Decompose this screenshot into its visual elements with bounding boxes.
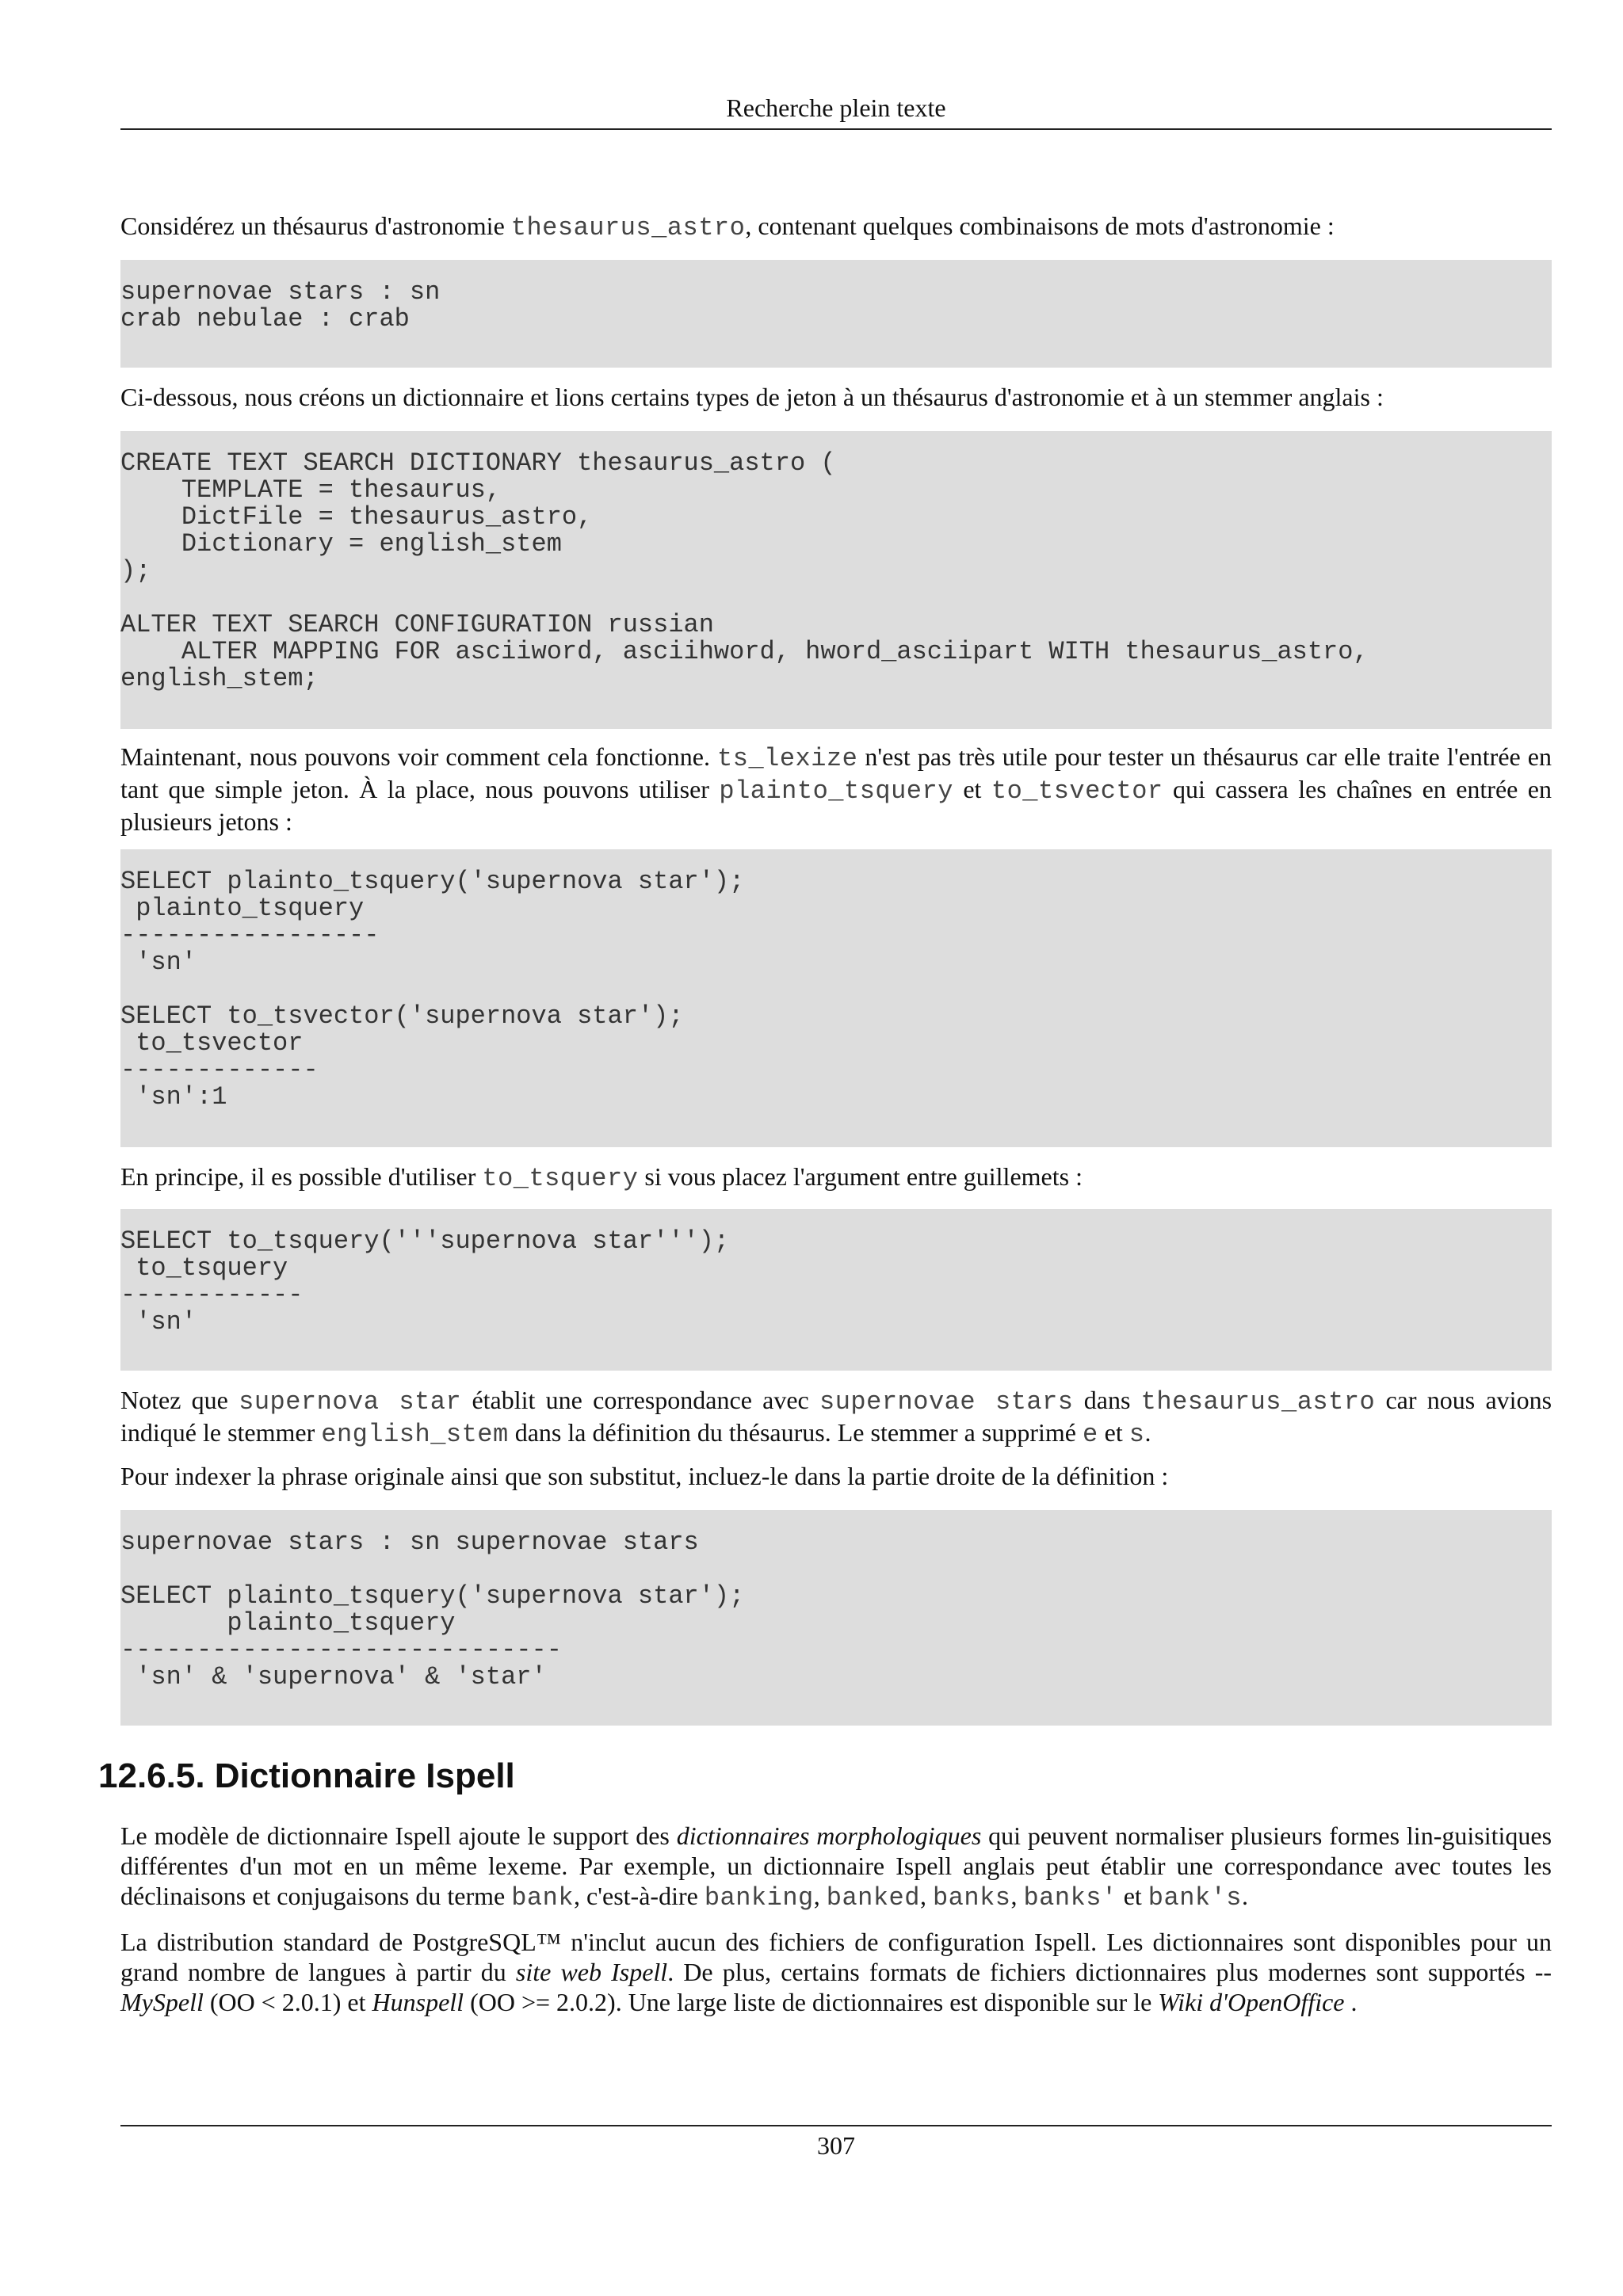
header-rule bbox=[120, 128, 1552, 130]
code-line: ALTER TEXT SEARCH CONFIGURATION russian bbox=[120, 610, 714, 639]
text-span: établit une correspondance avec bbox=[461, 1386, 820, 1414]
code-line: to_tsquery bbox=[120, 1253, 288, 1283]
paragraph-index-original: Pour indexer la phrase originale ainsi que son substitut, incluez-le dans la partie droite de la définition : bbox=[120, 1462, 1169, 1490]
text-span: (OO >= 2.0.2). Une large liste de dictionnaires est disponible sur le bbox=[464, 1988, 1159, 2016]
text-span: , bbox=[813, 1882, 827, 1910]
code-line: ); bbox=[120, 556, 151, 585]
text-span: qui cassera les chaînes en entrée en plusieurs jetons : bbox=[120, 775, 1552, 836]
code-line: DictFile = thesaurus_astro, bbox=[120, 502, 593, 532]
text-span: La distribution standard de PostgreSQL™ n'inclut aucun des fichiers de configuration Ispell. Les dictionnaires sont disponibles pour un grand nombre de langues à partir du bbox=[120, 1928, 1552, 1986]
paragraph-note-stemmer bbox=[120, 1385, 1552, 1450]
paragraph-how-it-works bbox=[120, 742, 1552, 837]
code-block-create-dictionary bbox=[120, 431, 1552, 729]
section-heading: 12.6.5. Dictionnaire Ispell bbox=[98, 1756, 515, 1795]
paragraph-ispell-intro bbox=[120, 1821, 1552, 1913]
inline-code: thesaurus_astro bbox=[510, 213, 746, 242]
inline-code: e bbox=[1082, 1420, 1098, 1449]
code-block-thesaurus-file bbox=[120, 260, 1552, 368]
text-span: En principe, il es possible d'utiliser bbox=[120, 1162, 483, 1191]
code-line: ----------------------------- bbox=[120, 1635, 562, 1665]
code-block-to-tsquery bbox=[120, 1209, 1552, 1371]
paragraph-ispell-distribution bbox=[120, 1927, 1552, 2017]
code-content bbox=[120, 868, 1552, 1111]
inline-code: supernova star bbox=[239, 1387, 462, 1417]
inline-code: bank bbox=[511, 1883, 575, 1913]
text-span: dans la définition du thésaurus. Le stemmer a supprimé bbox=[508, 1418, 1083, 1447]
code-line: ----------------- bbox=[120, 921, 380, 950]
code-line: supernovae stars : sn bbox=[120, 277, 441, 307]
code-line: ALTER MAPPING FOR asciiword, asciihword, hword_asciipart WITH thesaurus_astro, bbox=[120, 637, 1369, 666]
emphasis: Hunspell bbox=[372, 1988, 464, 2016]
code-line: CREATE TEXT SEARCH DICTIONARY thesaurus_astro ( bbox=[120, 448, 836, 478]
code-line: to_tsvector bbox=[120, 1028, 304, 1058]
text-span: Maintenant, nous pouvons voir comment cela fonctionne. bbox=[120, 742, 718, 771]
inline-code: english_stem bbox=[321, 1420, 509, 1449]
text-span: dans bbox=[1073, 1386, 1141, 1414]
code-line: TEMPLATE = thesaurus, bbox=[120, 475, 502, 505]
inline-code: supernovae stars bbox=[819, 1387, 1074, 1417]
code-line: supernovae stars : sn supernovae stars bbox=[120, 1527, 699, 1557]
code-block-plainto-examples bbox=[120, 849, 1552, 1147]
text-span: Le modèle de dictionnaire Ispell ajoute le support des bbox=[120, 1821, 677, 1850]
inline-code: to_tsquery bbox=[482, 1164, 639, 1193]
text-span: car nous avions indiqué le stemmer bbox=[120, 1386, 1552, 1447]
page-number: 307 bbox=[817, 2131, 855, 2160]
inline-code: to_tsvector bbox=[991, 776, 1163, 806]
text-span: et bbox=[1098, 1418, 1129, 1447]
code-line: ------------ bbox=[120, 1280, 304, 1310]
text-span: . bbox=[1242, 1882, 1248, 1910]
inline-code: ts_lexize bbox=[717, 744, 858, 773]
text-span: qui peuvent normaliser plusieurs formes lin-guisitiques différentes d'un mot en un même lexeme. Par exemple, un dictionnaire Ispell anglais peut établir une correspondance avec toutes les déclinaisons et conjugaisons du terme bbox=[120, 1821, 1552, 1910]
running-header: Recherche plein texte bbox=[726, 93, 946, 122]
inline-code: bank's bbox=[1148, 1883, 1242, 1913]
code-line: plainto_tsquery bbox=[120, 894, 365, 923]
code-line: SELECT to_tsvector('supernova star'); bbox=[120, 1001, 684, 1031]
inline-code: banks bbox=[932, 1883, 1011, 1913]
text-span: et bbox=[953, 775, 991, 803]
inline-code: s bbox=[1128, 1420, 1145, 1449]
code-line bbox=[120, 585, 1552, 612]
text-span: Considérez un thésaurus d'astronomie bbox=[120, 212, 511, 240]
code-line: plainto_tsquery bbox=[120, 1608, 456, 1638]
code-line: SELECT plainto_tsquery('supernova star'); bbox=[120, 867, 745, 896]
text-span: et bbox=[1117, 1882, 1148, 1910]
code-line: SELECT to_tsquery('''supernova star'''); bbox=[120, 1226, 730, 1256]
code-line: ------------- bbox=[120, 1055, 319, 1085]
code-content bbox=[120, 1228, 1552, 1336]
code-line: english_stem; bbox=[120, 664, 319, 693]
paragraph-to-tsquery bbox=[120, 1161, 1552, 1194]
paragraph-create-dictionary: Ci-dessous, nous créons un dictionnaire et lions certains types de jeton à un thésaurus d'astronomie et à un stemmer anglais : bbox=[120, 383, 1384, 411]
inline-code: thesaurus_astro bbox=[1140, 1387, 1376, 1417]
code-content bbox=[120, 1529, 1552, 1691]
text-span: . De plus, certains formats de fichiers dictionnaires plus modernes sont supportés -- bbox=[667, 1958, 1552, 1986]
emphasis: MySpell bbox=[120, 1988, 204, 2016]
inline-code: banked bbox=[826, 1883, 920, 1913]
code-line: Dictionary = english_stem bbox=[120, 529, 562, 559]
inline-code: plainto_tsquery bbox=[719, 776, 953, 806]
link-ispell-website[interactable]: site web Ispell bbox=[515, 1958, 668, 1986]
text-span: si vous placez l'argument entre guillemets : bbox=[638, 1162, 1083, 1191]
emphasis: dictionnaires morphologiques bbox=[676, 1821, 982, 1850]
text-span: n'est pas très utile pour tester un thésaurus car elle traite l'entrée en tant que simple jeton. À la place, nous pouvons utiliser bbox=[120, 742, 1552, 803]
code-block-index-original bbox=[120, 1510, 1552, 1726]
text-span: , bbox=[919, 1882, 933, 1910]
text-span: Notez que bbox=[120, 1386, 239, 1414]
text-span: , contenant quelques combinaisons de mots d'astronomie : bbox=[745, 212, 1335, 240]
code-line bbox=[120, 1556, 1552, 1583]
code-line: 'sn' bbox=[120, 1307, 197, 1337]
code-line: crab nebulae : crab bbox=[120, 304, 410, 334]
code-content bbox=[120, 279, 1552, 333]
text-span: . bbox=[1144, 1418, 1151, 1447]
code-line: 'sn':1 bbox=[120, 1082, 227, 1112]
code-line: 'sn' bbox=[120, 948, 197, 977]
code-content bbox=[120, 450, 1552, 692]
footer-rule bbox=[120, 2125, 1552, 2126]
inline-code: banking bbox=[704, 1883, 814, 1913]
text-span: . bbox=[1344, 1988, 1358, 2016]
text-span: , c'est-à-dire bbox=[574, 1882, 705, 1910]
text-span: , bbox=[1010, 1882, 1024, 1910]
intro-paragraph bbox=[120, 211, 1552, 243]
inline-code: banks' bbox=[1023, 1883, 1117, 1913]
code-line: SELECT plainto_tsquery('supernova star'); bbox=[120, 1581, 745, 1611]
text-span: (OO < 2.0.1) et bbox=[203, 1988, 372, 2016]
code-line: 'sn' & 'supernova' & 'star' bbox=[120, 1662, 547, 1691]
code-line bbox=[120, 976, 1552, 1003]
link-openoffice-wiki[interactable]: Wiki d'OpenOffice bbox=[1158, 1988, 1345, 2016]
